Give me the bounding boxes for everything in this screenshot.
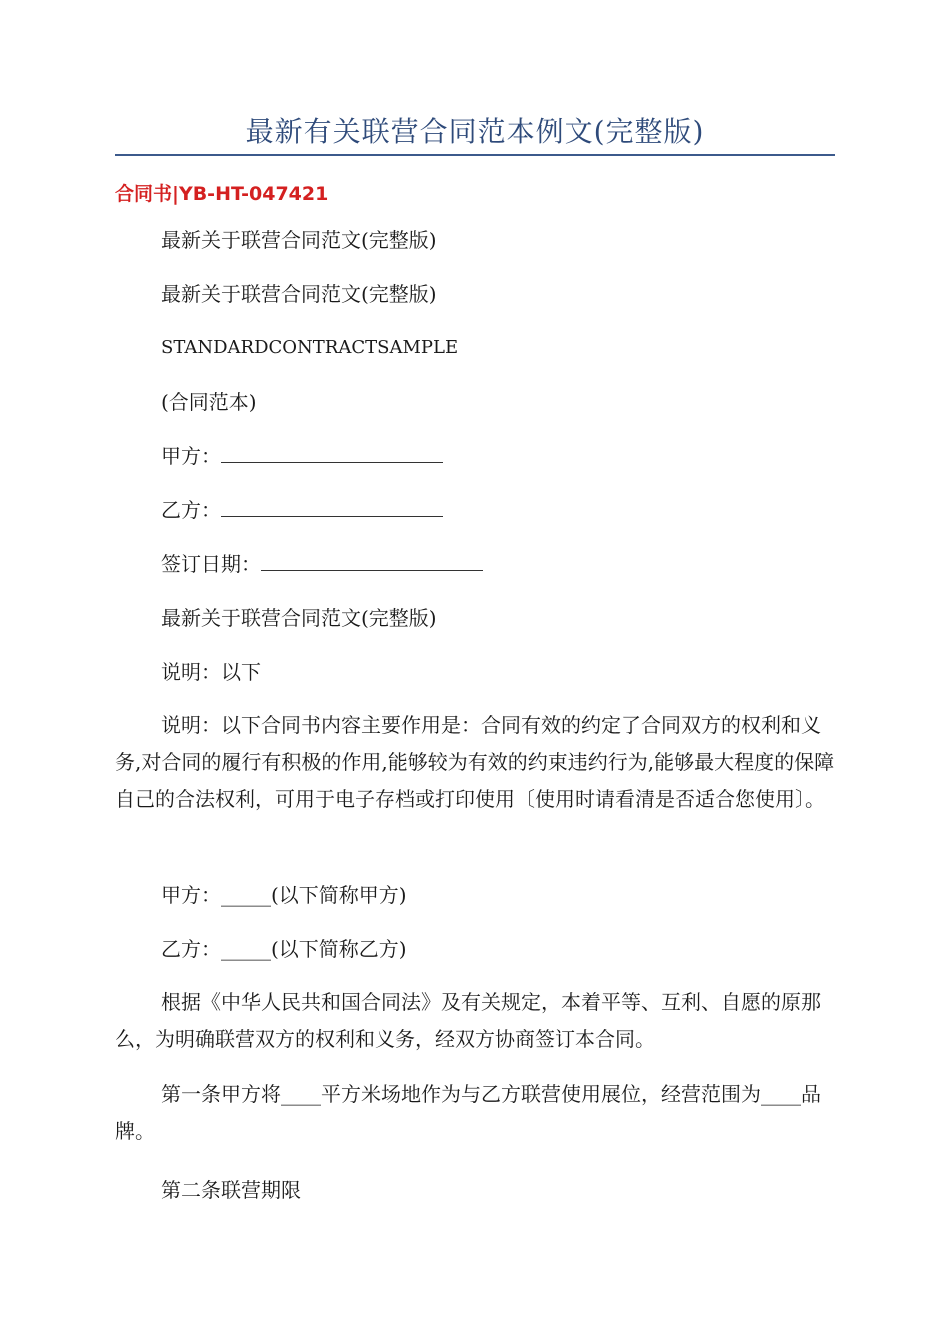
section-heading: 最新关于联营合同范文(完整版)	[161, 606, 437, 630]
basis-paragraph	[115, 984, 835, 1058]
subtitle-line: 最新关于联营合同范文(完整版)	[161, 228, 437, 252]
party-b-label: 乙方：	[161, 498, 221, 522]
party-a-abbrev: 甲方：_____(以下简称甲方)	[161, 883, 407, 907]
document-title: 最新有关联营合同范本例文(完整版)	[245, 115, 705, 148]
english-subtitle: STANDARDCONTRACTSAMPLE	[161, 337, 459, 358]
contract-code: 合同书|YB-HT-047421	[115, 183, 329, 205]
party-a-blank[interactable]	[221, 442, 443, 463]
sign-date-label: 签订日期：	[161, 552, 261, 576]
party-b-blank[interactable]	[221, 496, 443, 517]
party-b-abbrev: 乙方：_____(以下简称乙方)	[161, 937, 407, 961]
explanation-text: 说明：以下合同书内容主要作用是：合同有效的约定了合同双方的权利和义务,对合同的履行有积极的作用,能够较为有效的约束违约行为,能够最大程度的保障自己的合法权利，可用于电子存档或打印使用〔使用时请看清是否适合您使用〕。	[115, 713, 835, 811]
contract-sample-label: (合同范本)	[161, 390, 257, 414]
title-underline	[115, 154, 835, 156]
explanation-paragraph	[115, 707, 835, 818]
party-a-label: 甲方：	[161, 444, 221, 468]
article-1-text: 第一条甲方将____平方米场地作为与乙方联营使用展位，经营范围为____品牌。	[115, 1082, 821, 1143]
article-1-paragraph	[115, 1076, 835, 1150]
party-b-field	[161, 496, 443, 524]
sign-date-blank[interactable]	[261, 550, 483, 571]
party-a-field	[161, 442, 443, 470]
basis-text: 根据《中华人民共和国合同法》及有关规定，本着平等、互利、自愿的原那么，为明确联营双方的权利和义务，经双方协商签订本合同。	[115, 990, 821, 1051]
subtitle-line-repeat: 最新关于联营合同范文(完整版)	[161, 282, 437, 306]
sign-date-field	[161, 550, 483, 578]
note-short: 说明：以下	[161, 660, 261, 684]
article-2-heading: 第二条联营期限	[161, 1178, 301, 1202]
